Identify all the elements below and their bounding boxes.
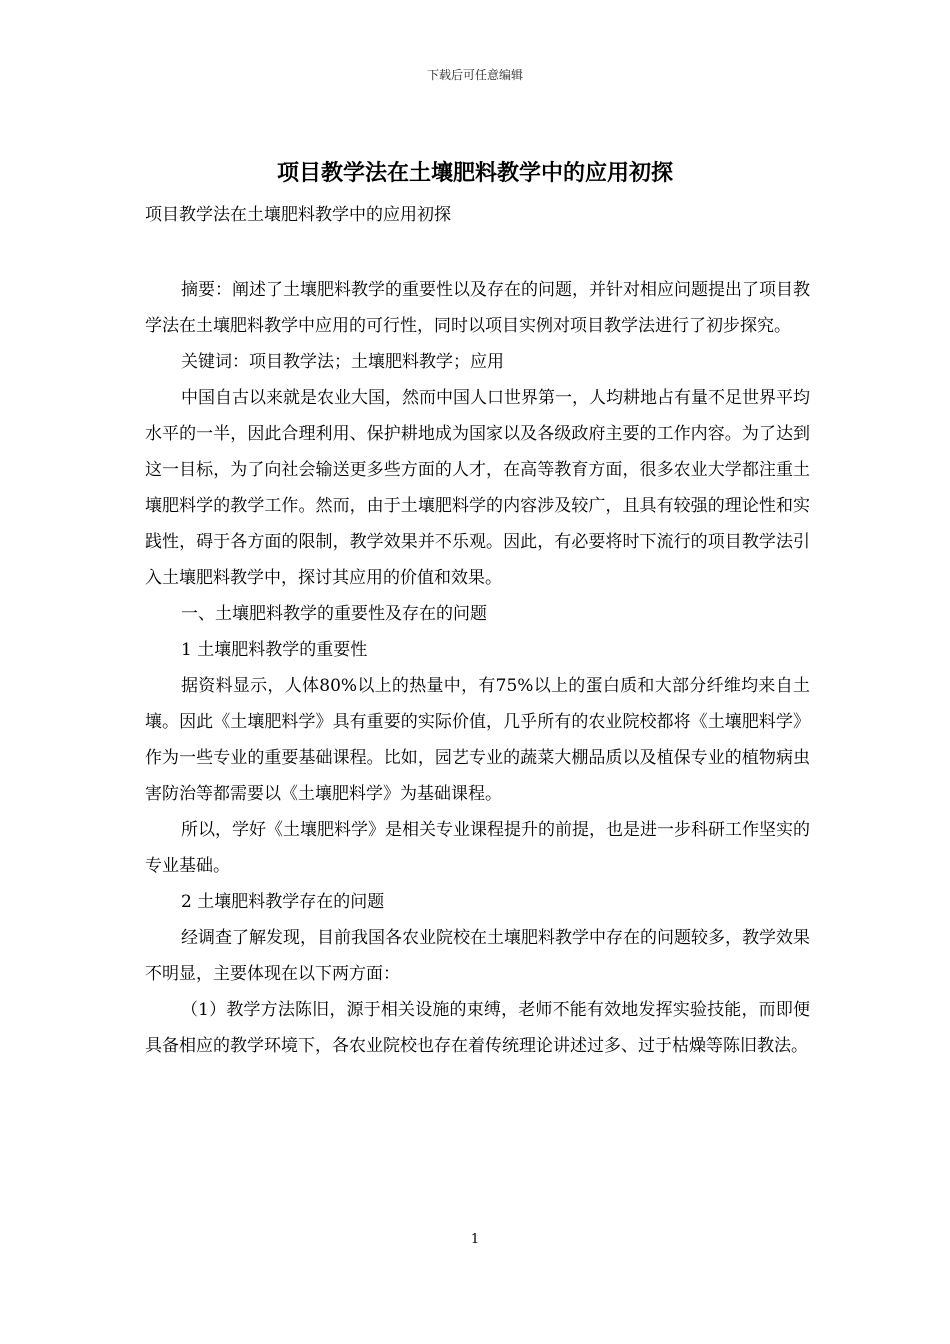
section-heading-1: 一、土壤肥料教学的重要性及存在的问题 — [181, 604, 487, 624]
document-body — [145, 272, 810, 1064]
page-number: 1 — [470, 1232, 480, 1247]
document-subtitle: 项目教学法在土壤肥料教学中的应用初探 — [145, 205, 451, 225]
subsection-heading-2: 2 土壤肥料教学存在的问题 — [181, 892, 385, 912]
abstract-paragraph: 摘要：阐述了土壤肥料教学的重要性以及存在的问题，并针对相应问题提出了项目教学法在土壤肥料教学中应用的可行性，同时以项目实例对项目教学法进行了初步探究。 — [145, 280, 810, 336]
keywords-paragraph: 关键词：项目教学法；土壤肥料教学；应用 — [181, 352, 504, 372]
body-paragraph: 所以，学好《土壤肥料学》是相关专业课程提升的前提，也是进一步科研工作坚实的专业基础。 — [145, 820, 810, 876]
body-paragraph: 据资料显示，人体80%以上的热量中，有75%以上的蛋白质和大部分纤维均来自土壤。因此《土壤肥料学》具有重要的实际价值，几乎所有的农业院校都将《土壤肥料学》作为一些专业的重要基础课程。比如，园艺专业的蔬菜大棚品质以及植保专业的植物病虫害防治等都需要以《土壤肥料学》为基础课程。 — [145, 676, 810, 804]
body-paragraph: （1）教学方法陈旧，源于相关设施的束缚，老师不能有效地发挥实验技能，而即便具备相应的教学环境下，各农业院校也存在着传统理论讲述过多、过于枯燥等陈旧教法。 — [145, 1000, 810, 1056]
page-header-note: 下载后可任意编辑 — [426, 68, 523, 82]
subsection-heading-1: 1 土壤肥料教学的重要性 — [181, 640, 368, 660]
intro-paragraph: 中国自古以来就是农业大国，然而中国人口世界第一，人均耕地占有量不足世界平均水平的一半，因此合理利用、保护耕地成为国家以及各级政府主要的工作内容。为了达到这一目标，为了向社会输送更多些方面的人才，在高等教育方面，很多农业大学都注重土壤肥料学的教学工作。然而，由于土壤肥料学的内容涉及较广，且具有较强的理论性和实践性，碍于各方面的限制，教学效果并不乐观。因此，有必要将时下流行的项目教学法引入土壤肥料教学中，探讨其应用的价值和效果。 — [145, 388, 810, 588]
document-title: 项目教学法在土壤肥料教学中的应用初探 — [276, 160, 673, 186]
body-paragraph: 经调查了解发现，目前我国各农业院校在土壤肥料教学中存在的问题较多，教学效果不明显，主要体现在以下两方面： — [145, 928, 810, 984]
